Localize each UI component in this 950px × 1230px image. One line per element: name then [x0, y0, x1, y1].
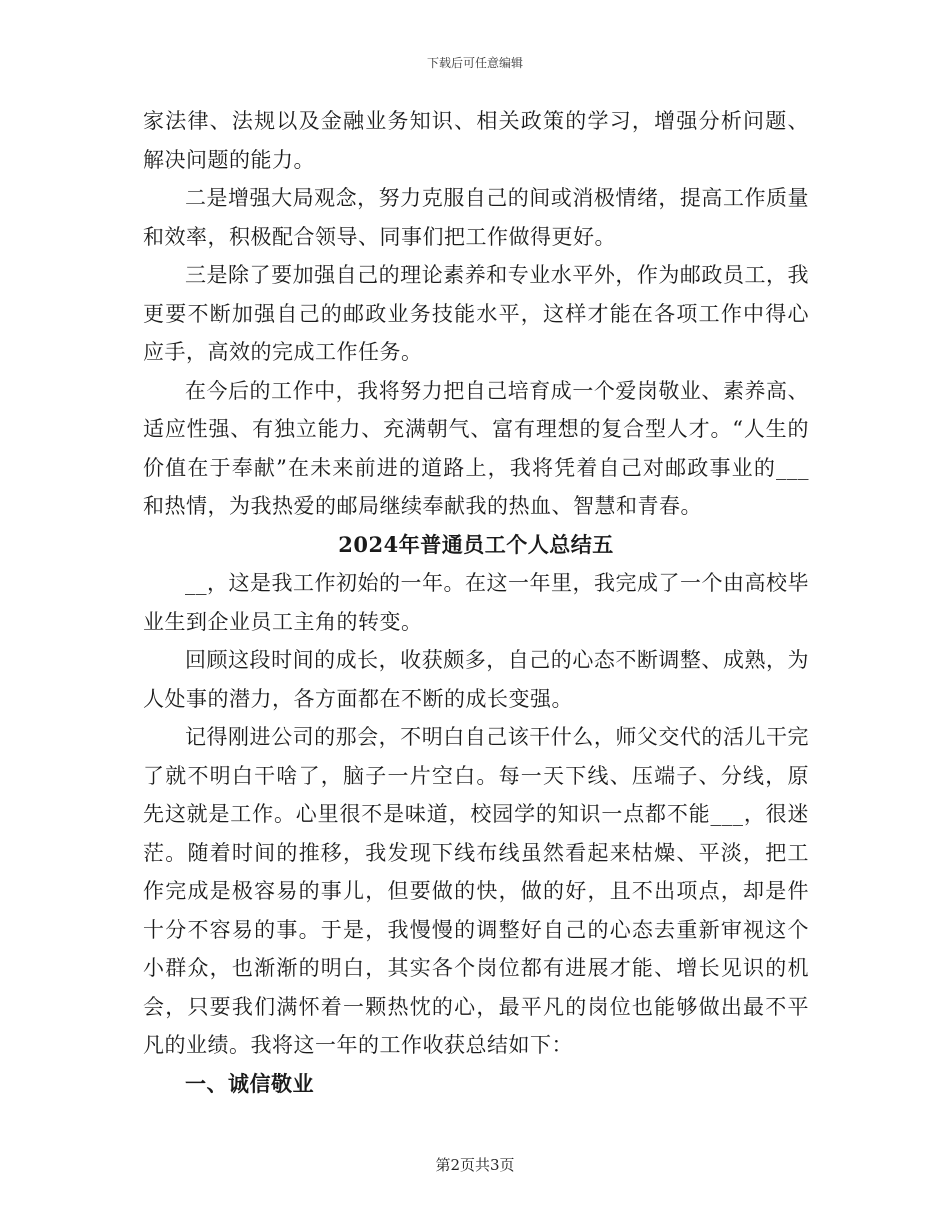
paragraph: 记得刚进公司的那会，不明白自己该干什么，师父交代的活儿干完了就不明白干啥了，脑子一片空白。每一天下线、压端子、分线，原先这就是工作。心里很不是味道，校园学的知识一点都不能___，很迷茫。随着时间的推移，我发现下线布线虽然看起来枯燥、平淡，把工作完成是极容易的事儿，但要做的快，做的好，且不出项点，却是件十分不容易的事。于是，我慢慢的调整好自己的心态去重新审视这个小群众，也渐渐的明白，其实各个岗位都有进展才能、增长见识的机会，只要我们满怀着一颗热忱的心，最平凡的岗位也能够做出最不平凡的业绩。我将这一年的工作收获总结如下： [143, 725, 809, 1057]
page-footer: 第2页共3页 [435, 1156, 515, 1174]
paragraph: 二是增强大局观念，努力克服自己的间或消极情绪，提高工作质量和效率，积极配合领导、同事们把工作做得更好。 [143, 186, 809, 249]
paragraph: 回顾这段时间的成长，收获颇多，自己的心态不断调整、成熟，为人处事的潜力，各方面都在不断的成长变强。 [143, 648, 809, 711]
subheading: 一、诚信敬业 [185, 1070, 314, 1096]
paragraph: 三是除了要加强自己的理论素养和专业水平外，作为邮政员工，我更要不断加强自己的邮政业务技能水平，这样才能在各项工作中得心应手，高效的完成工作任务。 [143, 263, 809, 364]
document-body [143, 102, 809, 1103]
section-title: 2024年普通员工个人总结五 [338, 531, 614, 557]
paragraph: __，这是我工作初始的一年。在这一年里，我完成了一个由高校毕业生到企业员工主角的转变。 [143, 571, 809, 634]
paragraph: 在今后的工作中，我将努力把自己培育成一个爱岗敬业、素养高、适应性强、有独立能力、充满朝气、富有理想的复合型人才。“人生的价值在于奉献”在未来前进的道路上，我将凭着自己对邮政事业的___和热情，为我热爱的邮局继续奉献我的热血、智慧和青春。 [143, 378, 809, 518]
paragraph: 家法律、法规以及金融业务知识、相关政策的学习，增强分析问题、解决问题的能力。 [143, 109, 809, 172]
page-header: 下载后可任意编辑 [426, 56, 523, 70]
